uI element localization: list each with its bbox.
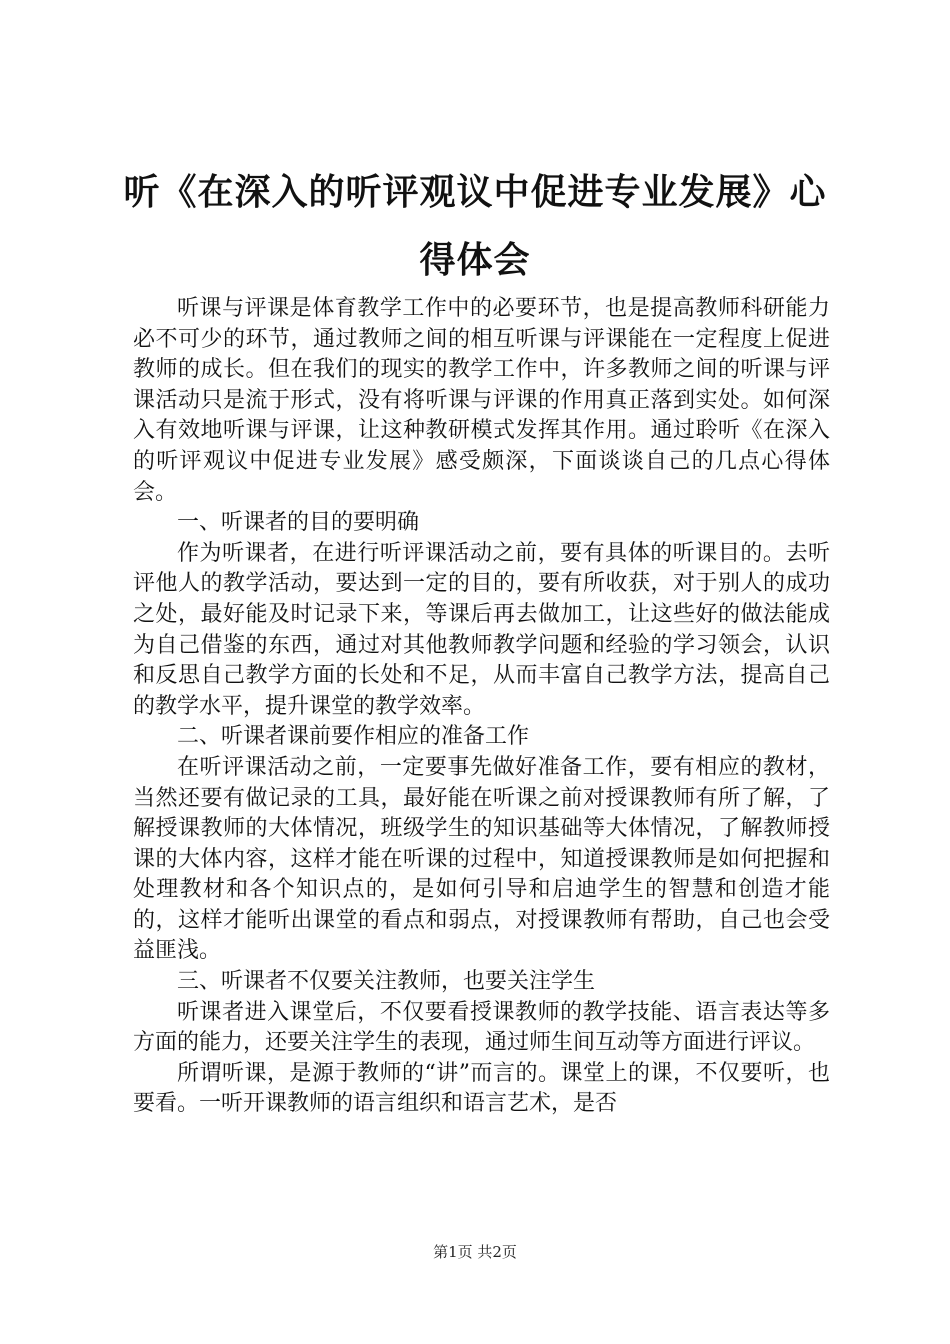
section-heading-1: 一、听课者的目的要明确 [177,510,420,536]
section-heading-2: 二、听课者课前要作相应的准备工作 [177,724,530,750]
section-heading-3: 三、听课者不仅要关注教师，也要关注学生 [177,969,596,995]
document-body [133,294,830,1120]
paragraph-section-1: 作为听课者，在进行听评课活动之前，要有具体的听课目的。去听评他人的教学活动，要达到一定的目的，要有所收获，对于别人的成功之处，最好能及时记录下来，等课后再去做加工，让这些好的做法能成为自己借鉴的东西，通过对其他教师教学问题和经验的学习领会，认识和反思自己教学方面的长处和不足，从而丰富自己教学方法，提高自己的教学水平，提升课堂的教学效率。 [133,540,830,719]
paragraph-section-3-continued: 所谓听课，是源于教师的“讲”而言的。课堂上的课，不仅要听，也要看。一听开课教师的语言组织和语言艺术，是否 [133,1060,830,1117]
paragraph-intro: 听课与评课是体育教学工作中的必要环节，也是提高教师科研能力必不可少的环节，通过教师之间的相互听课与评课能在一定程度上促进教师的成长。但在我们的现实的教学工作中，许多教师之间的听课与评课活动只是流于形式，没有将听课与评课的作用真正落到实处。如何深入有效地听课与评课，让这种教研模式发挥其作用。通过聆听《在深入的听评观议中促进专业发展》感受颇深，下面谈谈自己的几点心得体会。 [133,296,830,505]
paragraph-section-3: 听课者进入课堂后，不仅要看授课教师的教学技能、语言表达等多方面的能力，还要关注学生的表现，通过师生间互动等方面进行评议。 [133,999,830,1056]
document-title: 听《在深入的听评观议中促进专业发展》心得体会 [123,171,827,281]
paragraph-section-2: 在听评课活动之前，一定要事先做好准备工作，要有相应的教材，当然还要有做记录的工具，最好能在听课之前对授课教师有所了解，了解授课教师的大体情况，班级学生的知识基础等大体情况，了解教师授课的大体内容，这样才能在听课的过程中，知道授课教师是如何把握和处理教材和各个知识点的，是如何引导和启迪学生的智慧和创造才能的，这样才能听出课堂的看点和弱点，对授课教师有帮助，自己也会受益匪浅。 [133,754,830,964]
page-number-footer: 第1页 共2页 [433,1243,517,1261]
